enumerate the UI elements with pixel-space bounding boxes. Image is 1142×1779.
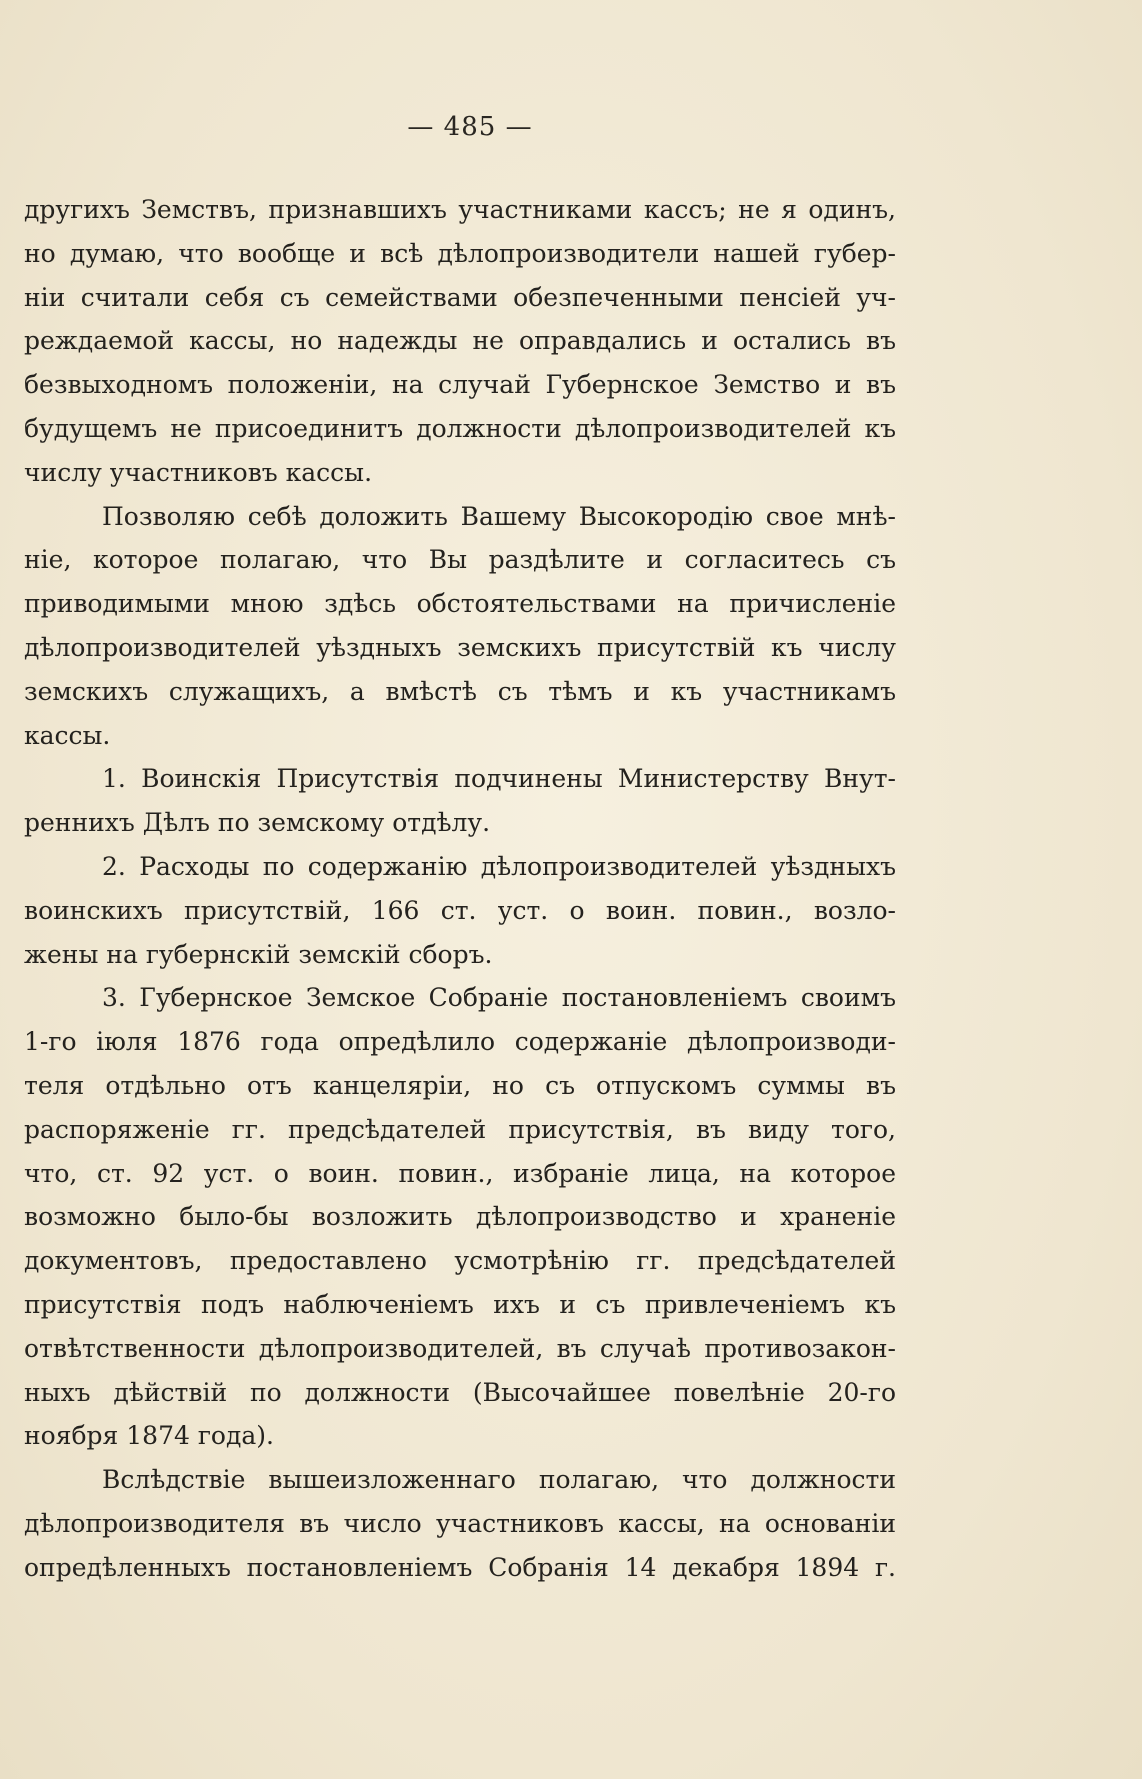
text-line: дѣлопроизводителей уѣздныхъ земскихъ присутствій къ числу: [24, 632, 896, 662]
text-line: присутствія подъ наблюченіемъ ихъ и съ привлеченіемъ къ: [24, 1289, 896, 1319]
text-line: опредѣленныхъ постановленіемъ Собранія 14 декабря 1894 г.: [24, 1552, 896, 1582]
text-line: ніе, которое полагаю, что Вы раздѣлите и согласитесь съ: [24, 545, 896, 575]
text-line: документовъ, предоставлено усмотрѣнію гг. предсѣдателей: [24, 1246, 896, 1276]
page-number: — 485 —: [407, 112, 533, 142]
text-line: кассы.: [24, 720, 111, 750]
text-line: числу участниковъ кассы.: [24, 457, 373, 487]
text-line: реннихъ Дѣлъ по земскому отдѣлу.: [24, 808, 491, 838]
text-line: возможно было-бы возложить дѣлопроизводство и храненіе: [24, 1202, 896, 1232]
text-line: 2. Расходы по содержанію дѣлопроизводителей уѣздныхъ: [102, 851, 896, 881]
text-line: ноября 1874 года).: [24, 1421, 274, 1451]
text-line: другихъ Земствъ, признавшихъ участниками кассъ; не я одинъ,: [24, 195, 896, 224]
text-line: распоряженіе гг. предсѣдателей присутствія, въ виду того,: [24, 1114, 896, 1144]
text-line: но думаю, что вообще и всѣ дѣлопроизводители нашей губер-: [24, 238, 896, 268]
text-line: ніи считали себя съ семействами обезпеченными пенсіей уч-: [24, 282, 896, 312]
text-line: Позволяю себѣ доложить Вашему Высокородію свое мнѣ-: [102, 501, 896, 531]
text-line: 3. Губернское Земское Собраніе постановленіемъ своимъ: [102, 983, 896, 1013]
text-line: Вслѣдствіе вышеизложеннаго полагаю, что должности: [102, 1465, 896, 1495]
text-line: что, ст. 92 уст. о воин. повин., избраніе лица, на которое: [24, 1158, 896, 1188]
text-line: земскихъ служащихъ, а вмѣстѣ съ тѣмъ и къ участникамъ: [24, 676, 896, 706]
text-line: воинскихъ присутствій, 166 ст. уст. о воин. повин., возло-: [24, 895, 896, 925]
text-line: безвыходномъ положеніи, на случай Губернское Земство и въ: [24, 370, 896, 400]
body-text: [24, 188, 896, 1590]
text-line: будущемъ не присоединитъ должности дѣлопроизводителей къ: [24, 413, 896, 443]
text-line: приводимыми мною здѣсь обстоятельствами на причисленіе: [24, 589, 896, 619]
text-line: реждаемой кассы, но надежды не оправдались и остались въ: [24, 326, 896, 356]
text-line: дѣлопроизводителя въ число участниковъ кассы, на основаніи: [24, 1508, 896, 1538]
text-line: отвѣтственности дѣлопроизводителей, въ случаѣ противозакон-: [24, 1333, 896, 1363]
text-line: 1. Воинскія Присутствія подчинены Министерству Внут-: [102, 764, 896, 794]
text-line: жены на губернскій земскій сборъ.: [24, 939, 493, 969]
text-line: ныхъ дѣйствій по должности (Высочайшее повелѣніе 20-го: [24, 1377, 896, 1407]
text-line: 1-го іюля 1876 года опредѣлило содержаніе дѣлопроизводи-: [24, 1027, 896, 1057]
text-line: теля отдѣльно отъ канцеляріи, но съ отпускомъ суммы въ: [24, 1070, 896, 1100]
